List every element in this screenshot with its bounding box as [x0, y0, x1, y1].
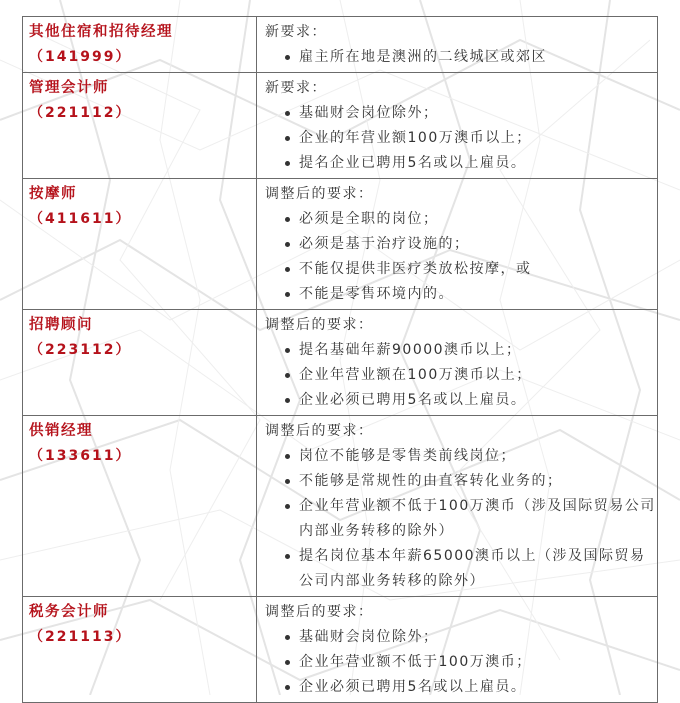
list-item: 企业必须已聘用5名或以上雇员。 — [285, 675, 657, 700]
occupation-code: （133611） — [29, 448, 132, 464]
list-item: 提名基础年薪90000澳币以上； — [285, 338, 657, 363]
list-item: 企业年营业额不低于100万澳币； — [285, 650, 657, 675]
occupation-title: 招聘顾问 — [29, 317, 93, 333]
list-item: 提名岗位基本年薪65000澳币以上（涉及国际贸易公司内部业务转移的除外） — [285, 544, 657, 594]
list-item: 雇主所在地是澳洲的二线城区或郊区 — [285, 45, 657, 70]
list-item: 企业年营业额不低于100万澳币（涉及国际贸易公司内部业务转移的除外） — [285, 494, 657, 544]
occupation-cell — [23, 597, 257, 703]
occupation-title: 供销经理 — [29, 423, 93, 439]
occupation-cell — [23, 310, 257, 416]
list-item: 必须是基于治疗设施的； — [285, 232, 657, 257]
table-row — [23, 310, 658, 416]
requirements-heading: 调整后的要求： — [265, 604, 374, 620]
requirements-heading: 调整后的要求： — [265, 186, 374, 202]
occupation-cell — [23, 179, 257, 310]
requirements-list — [265, 207, 657, 307]
occupation-requirements-table — [22, 16, 658, 703]
requirements-cell — [257, 179, 658, 310]
table-row — [23, 73, 658, 179]
list-item: 提名企业已聘用5名或以上雇员。 — [285, 151, 657, 176]
list-item: 不能够是常规性的由直客转化业务的； — [285, 469, 657, 494]
requirements-heading: 新要求： — [265, 24, 327, 40]
list-item: 岗位不能够是零售类前线岗位； — [285, 444, 657, 469]
requirements-list — [265, 625, 657, 700]
list-item: 企业年营业额在100万澳币以上； — [285, 363, 657, 388]
list-item: 企业必须已聘用5名或以上雇员。 — [285, 388, 657, 413]
list-item: 企业的年营业额100万澳币以上； — [285, 126, 657, 151]
occupation-code: （223112） — [29, 342, 132, 358]
occupation-title: 按摩师 — [29, 186, 77, 202]
requirements-heading: 调整后的要求： — [265, 317, 374, 333]
requirements-cell — [257, 17, 658, 73]
occupation-cell — [23, 416, 257, 597]
requirements-list — [265, 444, 657, 594]
requirements-cell — [257, 416, 658, 597]
occupation-cell — [23, 73, 257, 179]
table-row — [23, 597, 658, 703]
requirements-cell — [257, 597, 658, 703]
table-row — [23, 416, 658, 597]
list-item: 必须是全职的岗位； — [285, 207, 657, 232]
occupation-title: 其他住宿和招待经理 — [29, 24, 173, 40]
table-row — [23, 179, 658, 310]
requirements-heading: 调整后的要求： — [265, 423, 374, 439]
list-item: 基础财会岗位除外； — [285, 625, 657, 650]
list-item: 不能仅提供非医疗类放松按摩，或 — [285, 257, 657, 282]
list-item: 不能是零售环境内的。 — [285, 282, 657, 307]
list-item: 基础财会岗位除外； — [285, 101, 657, 126]
requirements-list — [265, 101, 657, 176]
occupation-code: （141999） — [29, 49, 132, 65]
requirements-list — [265, 45, 657, 70]
requirements-cell — [257, 310, 658, 416]
table-row — [23, 17, 658, 73]
requirements-list — [265, 338, 657, 413]
occupation-title: 税务会计师 — [29, 604, 109, 620]
occupation-title: 管理会计师 — [29, 80, 109, 96]
occupation-cell — [23, 17, 257, 73]
occupation-code: （221113） — [29, 629, 132, 645]
requirements-cell — [257, 73, 658, 179]
occupation-code: （221112） — [29, 105, 132, 121]
requirements-heading: 新要求： — [265, 80, 327, 96]
occupation-code: （411611） — [29, 211, 132, 227]
